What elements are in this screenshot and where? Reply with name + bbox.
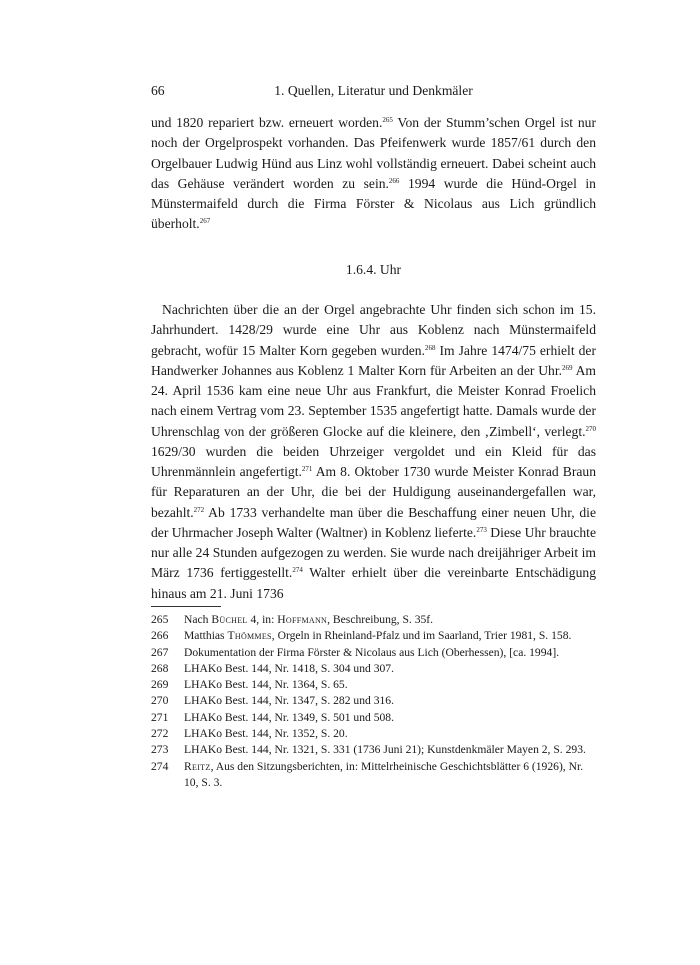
footnote-267 [151,645,596,661]
footnote-265 [151,612,596,628]
footnote-number: 274 [151,759,169,773]
footnote-ref[interactable]: 270 [585,424,596,433]
footnote-number: 272 [151,727,169,741]
text-run: Nach [184,613,212,626]
text-run: Am 8. Oktober 1730 wurde Meister Konrad Braun für Reparaturen an der Uhr, die bei der Huldigung auseinandergefallen war, bezahlt. [151,464,596,520]
footnote-266 [151,628,596,644]
footnote-text: LHAKo Best. 144, Nr. 1321, S. 331 (1736 Juni 21); Kunstdenkmäler Mayen 2, S. 293. [184,743,586,757]
footnote-text: LHAKo Best. 144, Nr. 1349, S. 501 und 508. [184,710,394,724]
text-run: 4, in: [247,613,278,626]
footnote-text: LHAKo Best. 144, Nr. 1364, S. 65. [184,678,348,692]
running-title: 1. Quellen, Literatur und Denkmäler [274,83,473,98]
author-name: Hoffmann [277,613,328,626]
footnote-273 [151,742,596,758]
author-name: Thömmes [227,629,272,643]
text-run: 1629/30 wurden die beiden Uhrzeiger vergoldet und ein Kleid für das Uhrenmännlein angefertigt. [151,443,596,479]
page-number: 66 [151,83,165,98]
text-run: Von der Stumm’schen Orgel ist nur noch der Orgelprospekt vorhanden. Das Pfeifenwerk wurde 1857/61 durch den Orgelbauer Ludwig Hünd aus Linz wohl vollständig erneuert. Dabei scheint auch das Gehäuse verändert worden zu sein. [151,115,596,191]
footnote-271 [151,710,596,726]
footnote-ref[interactable]: 272 [193,505,205,514]
footnote-ref[interactable]: 271 [301,465,313,473]
footnote-ref[interactable]: 269 [562,363,573,372]
footnote-ref[interactable]: 267 [199,217,211,226]
paragraph-text [151,113,596,235]
footnote-ref[interactable]: 265 [382,116,393,124]
text-run: Am 24. April 1536 kam eine neue Uhr aus Frankfurt, die Meister Konrad Froelich nach einem Vertrag vom 23. September 1535 angefertigt hatte. Damals wurde der Uhrenschlag von der größeren Glocke auf die kleinere, den ‚Zimbell‘, verlegt. [151,362,596,439]
footnote-268 [151,661,596,677]
footnote-ref[interactable]: 274 [292,566,303,575]
footnote-text: LHAKo Best. 144, Nr. 1352, S. 20. [184,727,348,741]
footnote-270 [151,693,596,709]
footnote-text: Dokumentation der Firma Förster & Nicolaus aus Lich (Oberhessen), [ca. 1994]. [184,645,560,659]
text-run: Matthias [184,629,228,643]
footnote-ref[interactable]: 268 [424,343,436,352]
text-run: und 1820 repariert bzw. erneuert worden. [151,115,383,130]
footnote-269 [151,677,596,693]
footnote-number: 273 [151,743,169,757]
paragraph-organ [151,113,596,235]
footnote-number: 269 [151,678,169,692]
author-name: Reitz [184,759,211,773]
section-heading: 1.6.4. Uhr [345,262,402,277]
text-run: Im Jahre 1474/75 erhielt der Handwerker Johannes aus Koblenz 1 Malter Korn für Arbeiten an der Uhr. [151,342,596,378]
text-run: , Beschreibung, S. 35f. [327,613,434,626]
footnote-number: 267 [151,645,169,659]
footnote-274 [151,759,596,792]
footnote-number: 270 [151,694,169,708]
footnote-number: 271 [151,710,169,724]
footnote-number: 265 [151,613,169,626]
footnote-number: 268 [151,661,169,675]
footnote-text: LHAKo Best. 144, Nr. 1347, S. 282 und 316. [184,694,394,708]
text-run: Diese Uhr brauchte nur alle 24 Stunden aufgezogen zu werden. Sie wurde nach dreijähriger Arbeit im März 1736 fertiggestellt. [151,524,596,581]
footnote-divider [151,606,221,607]
text-run: 1994 wurde die Hünd-Orgel in Münstermaifeld durch die Firma Förster & Nicolaus aus Lich gründlich überholt. [151,175,596,232]
text-run: Nachrichten über die an der Orgel angebrachte Uhr finden sich schon im 15. Jahrhundert. 1428/29 wurde eine Uhr aus Koblenz nach Münstermaifeld gebracht, wofür 15 Malter Korn gegeben wurden. [151,302,596,358]
text-run: Walter erhielt über die vereinbarte Entschädigung hinaus am 21. Juni 1736 [151,565,596,601]
footnote-text: LHAKo Best. 144, Nr. 1418, S. 304 und 307. [184,661,394,675]
paragraph-text [151,300,596,604]
text-run: , Aus den Sitzungsberichten, in: Mittelrheinische Geschichtsblätter 6 (1926), Nr. 10, S. 3. [184,759,584,789]
footnote-number: 266 [151,629,169,643]
author-name: Büchel [211,613,248,626]
footnote-ref[interactable]: 266 [388,176,400,185]
text-run: , Orgeln in Rheinland-Pfalz und im Saarland, Trier 1981, S. 158. [271,629,572,643]
footnote-ref[interactable]: 273 [476,525,487,534]
paragraph-clock [151,300,596,604]
footnote-list [151,612,596,791]
footnote-272 [151,726,596,742]
text-run: Ab 1733 verhandelte man über die Beschaffung einer neuen Uhr, die der Uhrmacher Joseph Walter (Waltner) in Koblenz lieferte. [151,504,596,540]
